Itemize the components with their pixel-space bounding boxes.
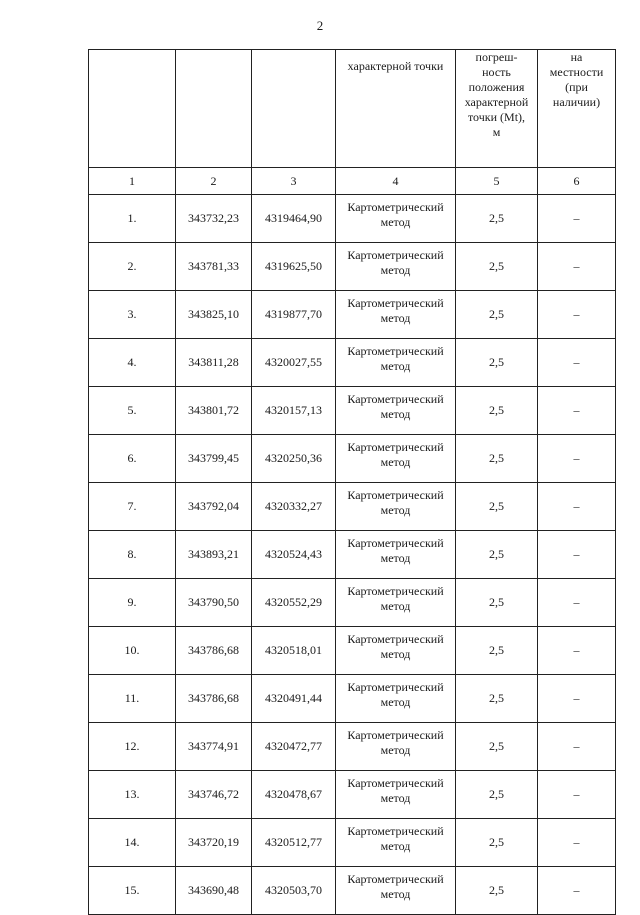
point-number-cell: 9. [89,579,176,627]
description-cell: – [538,771,616,819]
point-number-cell: 10. [89,627,176,675]
column-number: 4 [336,168,456,195]
description-cell: – [538,483,616,531]
coordinate-x-cell: 343790,50 [176,579,252,627]
error-cell: 2,5 [456,483,538,531]
coordinate-x-cell: 343792,04 [176,483,252,531]
coordinate-x-cell: 343786,68 [176,627,252,675]
point-number-cell: 8. [89,531,176,579]
table-row [89,771,616,819]
description-cell: – [538,435,616,483]
coordinate-y-cell: 4320472,77 [252,723,336,771]
column-number: 5 [456,168,538,195]
coordinate-x-cell: 343781,33 [176,243,252,291]
error-cell: 2,5 [456,819,538,867]
column-number-row [89,168,616,195]
coordinate-y-cell: 4320478,67 [252,771,336,819]
description-cell: – [538,723,616,771]
table-row [89,195,616,243]
method-cell: Картометрический метод [336,771,456,819]
column-number: 1 [89,168,176,195]
coordinate-x-cell: 343893,21 [176,531,252,579]
point-number-cell: 3. [89,291,176,339]
table-row [89,867,616,915]
header-cell-1 [89,50,176,168]
coordinate-x-cell: 343811,28 [176,339,252,387]
coordinate-y-cell: 4320027,55 [252,339,336,387]
column-number: 6 [538,168,616,195]
coordinate-y-cell: 4320524,43 [252,531,336,579]
table-row [89,819,616,867]
method-cell: Картометрический метод [336,435,456,483]
point-number-cell: 1. [89,195,176,243]
coordinate-y-cell: 4319464,90 [252,195,336,243]
table-row [89,387,616,435]
error-cell: 2,5 [456,387,538,435]
error-cell: 2,5 [456,435,538,483]
coordinate-x-cell: 343746,72 [176,771,252,819]
header-cell-error: погреш- ность положения характерной точки (Mt), м [456,50,538,168]
method-cell: Картометрический метод [336,339,456,387]
method-cell: Картометрический метод [336,291,456,339]
table-row [89,723,616,771]
coordinate-y-cell: 4319625,50 [252,243,336,291]
table-row [89,627,616,675]
column-number: 3 [252,168,336,195]
description-cell: – [538,627,616,675]
table-row [89,579,616,627]
description-cell: – [538,195,616,243]
error-cell: 2,5 [456,771,538,819]
coordinate-x-cell: 343801,72 [176,387,252,435]
method-cell: Картометрический метод [336,819,456,867]
point-number-cell: 13. [89,771,176,819]
error-cell: 2,5 [456,867,538,915]
point-number-cell: 4. [89,339,176,387]
header-cell-2 [176,50,252,168]
error-cell: 2,5 [456,627,538,675]
description-cell: – [538,291,616,339]
description-cell: – [538,579,616,627]
header-cell-method: характерной точки [336,50,456,168]
coordinate-y-cell: 4320512,77 [252,819,336,867]
method-cell: Картометрический метод [336,243,456,291]
table-row [89,675,616,723]
coordinate-x-cell: 343825,10 [176,291,252,339]
table-row [89,483,616,531]
point-number-cell: 5. [89,387,176,435]
description-cell: – [538,243,616,291]
page-number: 2 [316,18,324,33]
coordinate-x-cell: 343690,48 [176,867,252,915]
description-cell: – [538,819,616,867]
error-cell: 2,5 [456,243,538,291]
method-cell: Картометрический метод [336,387,456,435]
coordinate-x-cell: 343774,91 [176,723,252,771]
table-row [89,291,616,339]
table-row [89,531,616,579]
table-header-row [89,50,616,168]
coordinate-y-cell: 4320518,01 [252,627,336,675]
coordinates-table [88,49,616,915]
method-cell: Картометрический метод [336,675,456,723]
error-cell: 2,5 [456,579,538,627]
method-cell: Картометрический метод [336,627,456,675]
point-number-cell: 2. [89,243,176,291]
coordinate-y-cell: 4319877,70 [252,291,336,339]
method-cell: Картометрический метод [336,483,456,531]
coordinate-y-cell: 4320552,29 [252,579,336,627]
method-cell: Картометрический метод [336,723,456,771]
error-cell: 2,5 [456,675,538,723]
column-number: 2 [176,168,252,195]
coordinate-y-cell: 4320250,36 [252,435,336,483]
point-number-cell: 14. [89,819,176,867]
table-row [89,243,616,291]
point-number-cell: 7. [89,483,176,531]
error-cell: 2,5 [456,195,538,243]
header-cell-description: на местности (при наличии) [538,50,616,168]
coordinate-x-cell: 343786,68 [176,675,252,723]
point-number-cell: 12. [89,723,176,771]
coordinate-y-cell: 4320503,70 [252,867,336,915]
coordinate-y-cell: 4320332,27 [252,483,336,531]
error-cell: 2,5 [456,339,538,387]
error-cell: 2,5 [456,723,538,771]
method-cell: Картометрический метод [336,867,456,915]
description-cell: – [538,675,616,723]
description-cell: – [538,387,616,435]
coordinate-x-cell: 343732,23 [176,195,252,243]
coordinate-y-cell: 4320491,44 [252,675,336,723]
error-cell: 2,5 [456,291,538,339]
coordinate-y-cell: 4320157,13 [252,387,336,435]
description-cell: – [538,339,616,387]
point-number-cell: 11. [89,675,176,723]
method-cell: Картометрический метод [336,531,456,579]
point-number-cell: 6. [89,435,176,483]
table-row [89,435,616,483]
description-cell: – [538,531,616,579]
point-number-cell: 15. [89,867,176,915]
method-cell: Картометрический метод [336,579,456,627]
coordinate-x-cell: 343799,45 [176,435,252,483]
header-cell-3 [252,50,336,168]
method-cell: Картометрический метод [336,195,456,243]
error-cell: 2,5 [456,531,538,579]
description-cell: – [538,867,616,915]
coordinate-x-cell: 343720,19 [176,819,252,867]
table-row [89,339,616,387]
